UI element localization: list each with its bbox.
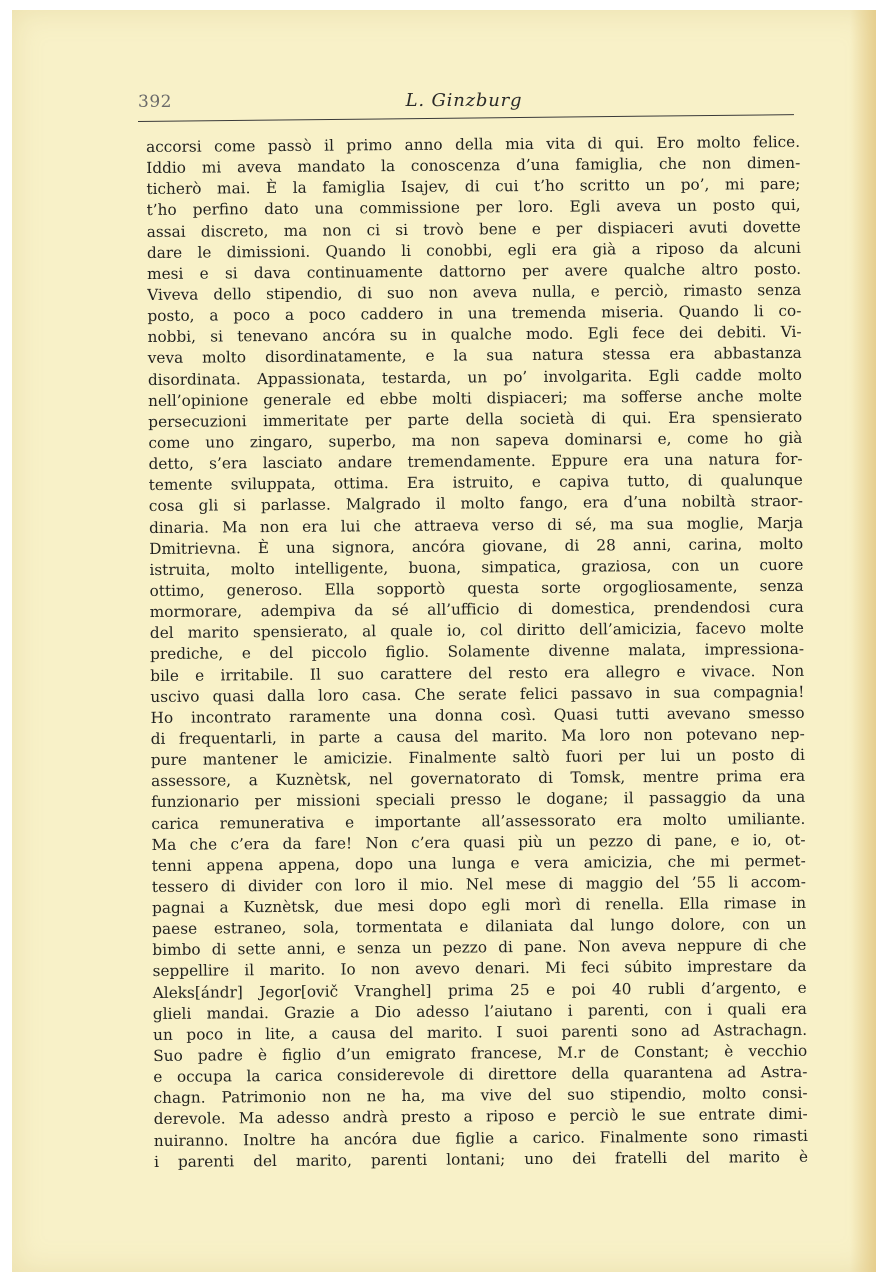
text-line: Ma che c’era da fare! Non c’era quasi più un pezzo di pane, e io, ot- — [151, 830, 806, 854]
text-line: persecuzioni immeritate per parte della società di qui. Era spensierato — [148, 407, 803, 431]
text-line: un poco in lite, a causa del marito. I suoi parenti sono ad Astrachagn. — [152, 1020, 808, 1044]
text-line: pure mantener le amicizie. Finalmente saltò fuori per lui un posto di — [150, 745, 805, 770]
text-line: chagn. Patrimonio non ne ha, ma vive del suo stipendio, molto consi- — [153, 1084, 808, 1108]
text-line: prediche, e del piccolo figlio. Solamente divenne malata, impressiona- — [149, 640, 805, 664]
text-line: uscivo quasi dalla loro casa. Che serate felici passavo in sua compagnia! — [150, 682, 805, 706]
text-line: ottimo, generoso. Ella sopportò questa sorte orgogliosamente, senza — [149, 576, 804, 600]
text-line: come uno zingaro, superbo, ma non sapeva dominarsi e, come ho già — [148, 428, 803, 452]
text-line: posto, a poco a poco caddero in una tremenda miseria. Quando li co- — [147, 301, 802, 326]
text-line: nobbi, si tenevano ancóra su in qualche modo. Egli fece dei debiti. Vi- — [147, 323, 802, 347]
text-line: disordinata. Appassionata, testarda, un po’ involgarita. Egli cadde molto — [147, 365, 802, 389]
text-line: nell’opinione generale ed ebbe molti dispiaceri; ma sofferse anche molte — [148, 386, 803, 410]
body-text — [146, 132, 808, 1173]
text-line: assai discreto, ma non ci si trovò bene e per dispiaceri avuti dovette — [146, 217, 801, 241]
text-line: t’ho perfino dato una commissione per loro. Egli aveva un posto qui, — [146, 196, 801, 220]
text-line: mormorare, adempiva da sé all’ufficio di domestica, prendendosi cura — [149, 597, 804, 622]
text-line: glieli mandai. Grazie a Dio adesso l’aiutano i parenti, con i quali era — [152, 999, 807, 1023]
text-line: derevole. Ma adesso andrà presto a riposo e perciò le sue entrate dimi- — [153, 1105, 808, 1129]
text-line: e occupa la carica considerevole di direttore della quarantena ad Astra- — [153, 1063, 808, 1087]
text-line: carica remunerativa e importante all’assessorato era molto umiliante. — [151, 809, 806, 833]
text-line: detto, s’era lasciato andare tremendamente. Eppure era una natura for- — [148, 449, 803, 474]
text-line: di frequentarli, in parte a causa del marito. Ma loro non potevano nep- — [150, 724, 805, 748]
text-line: veva molto disordinatamente, e la sua natura stessa era abbastanza — [147, 344, 802, 368]
text-line: dinaria. Ma non era lui che attraeva verso di sé, ma sua moglie, Marja — [148, 513, 804, 537]
text-line: mesi e si dava continuamente dattorno per avere qualche altro posto. — [147, 259, 802, 283]
text-line: Aleks[ándr] Jegor[ovič Vranghel] prima 25 e poi 40 rubli d’argento, e — [152, 978, 807, 1002]
page-number: 392 — [138, 92, 172, 112]
text-line: assessore, a Kuznètsk, nel governatorato di Tomsk, mentre prima era — [150, 767, 806, 791]
page-header — [138, 88, 790, 118]
text-line: paese estraneo, sola, tormentata e dilaniata dal lungo dolore, con un — [152, 915, 807, 939]
text-line: i parenti del marito, parenti lontani; uno dei fratelli del marito è — [153, 1147, 809, 1171]
text-line: funzionario per missioni speciali presso le dogane; il passaggio da una — [151, 788, 806, 812]
page-edge-shadow — [850, 10, 876, 1272]
text-line: tenni appena appena, dopo una lunga e vera amicizia, che mi permet- — [151, 851, 806, 875]
text-line: seppellire il marito. Io non avevo denari. Mi feci súbito imprestare da — [152, 957, 807, 981]
text-line: Viveva dello stipendio, di suo non aveva nulla, e perciò, rimasto senza — [147, 280, 802, 304]
text-line: del marito spensierato, al quale io, col diritto dell’amicizia, facevo molte — [149, 619, 804, 643]
text-line: tessero di divider con loro il mio. Nel mese di maggio del ’55 li accom- — [151, 872, 806, 896]
text-line: ticherò mai. È la famiglia Isajev, di cui t’ho scritto un po’, mi pare; — [146, 175, 801, 199]
text-line: temente sviluppata, ottima. Era istruito, e capiva tutto, di qualunque — [148, 471, 803, 495]
text-line: bimbo di sette anni, e senza un pezzo di pane. Non aveva neppure di che — [152, 936, 807, 960]
text-line: Dmitrievna. È una signora, ancóra giovane, di 28 anni, carina, molto — [149, 534, 804, 558]
text-line: pagnai a Kuznètsk, due mesi dopo egli morì di renella. Ella rimase in — [151, 893, 807, 918]
running-head: L. Ginzburg — [405, 90, 523, 111]
text-line: Iddio mi aveva mandato la conoscenza d’una famiglia, che non dimen- — [146, 154, 801, 178]
text-line: istruita, molto intelligente, buona, simpatica, graziosa, con un cuore — [149, 555, 804, 579]
text-line: Ho incontrato raramente una donna così. Quasi tutti avevano smesso — [150, 703, 805, 727]
text-line: accorsi come passò il primo anno della mia vita di qui. Ero molto felice. — [146, 132, 801, 156]
text-line: dare le dimissioni. Quando li conobbi, egli era già a riposo da alcuni — [146, 238, 801, 262]
text-line: cosa gli si parlasse. Malgrado il molto fango, era d’una nobiltà straor- — [148, 492, 803, 516]
text-line: nuiranno. Inoltre ha ancóra due figlie a carico. Finalmente sono rimasti — [153, 1126, 808, 1150]
text-line: Suo padre è figlio d’un emigrato francese, M.r de Constant; è vecchio — [153, 1041, 808, 1066]
scanned-page — [12, 10, 876, 1272]
text-line: bile e irritabile. Il suo carattere del resto era allegro e vivace. Non — [150, 661, 805, 685]
